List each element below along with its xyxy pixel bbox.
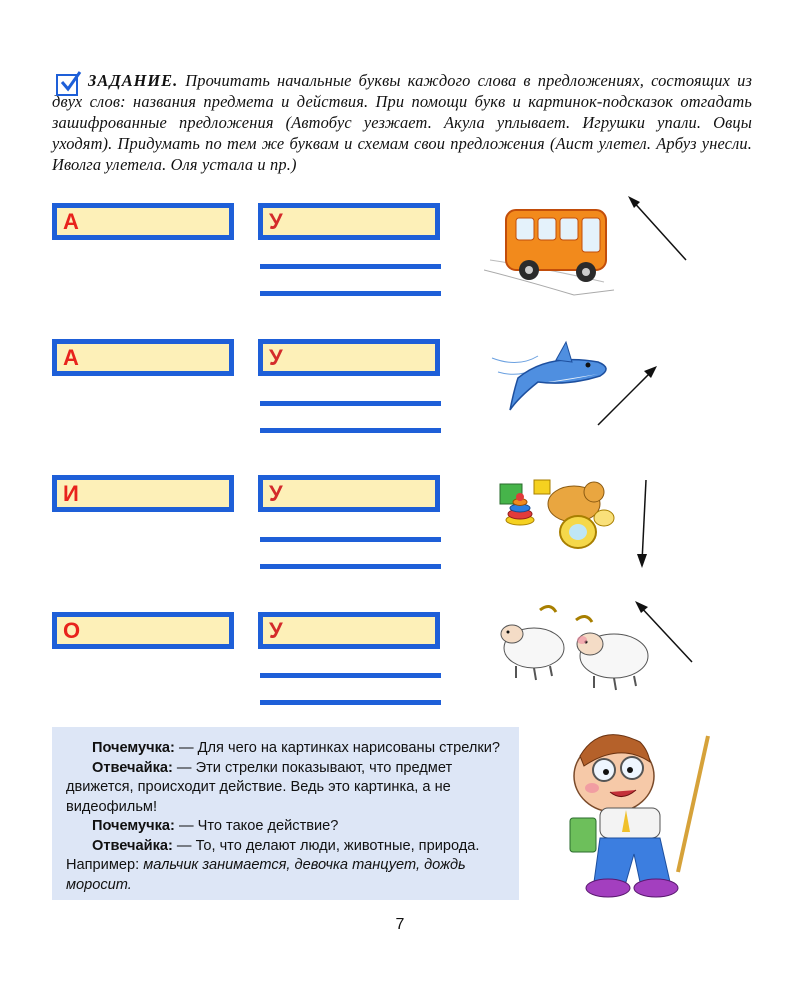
arrow-up-right-icon xyxy=(594,363,660,429)
answer-line[interactable] xyxy=(260,564,441,569)
answer-line[interactable] xyxy=(260,291,441,296)
answer-line[interactable] xyxy=(260,537,441,542)
dialog-speaker: Отвечайка: xyxy=(92,837,173,854)
dialog-line xyxy=(66,817,505,837)
boy-with-pointer-icon xyxy=(560,722,720,900)
answer-line[interactable] xyxy=(260,401,441,406)
task-text xyxy=(52,70,752,175)
task-label: ЗАДАНИЕ. xyxy=(88,71,179,90)
first-letter: О xyxy=(63,618,81,643)
answer-line[interactable] xyxy=(260,264,441,269)
arrow-up-left-icon xyxy=(630,598,696,666)
first-letter: И xyxy=(63,481,79,506)
second-letter: У xyxy=(269,481,283,506)
answer-line[interactable] xyxy=(260,673,441,678)
dialog-text: — То, что делают люди, животные, природа. Например: xyxy=(66,837,480,873)
answer-line[interactable] xyxy=(260,700,441,705)
answer-line[interactable] xyxy=(260,428,441,433)
second-letter: У xyxy=(269,345,283,370)
second-letter-box[interactable] xyxy=(258,612,440,649)
first-letter-box[interactable] xyxy=(52,475,234,512)
dialog-speaker: Почемучка: xyxy=(92,818,175,834)
first-letter-box[interactable] xyxy=(52,612,234,649)
arrow-up-left-icon xyxy=(622,192,692,264)
dialog-text: — Для чего на картинках нарисованы стрелки? xyxy=(174,740,501,756)
dialog-line xyxy=(66,837,505,896)
page-number: 7 xyxy=(395,916,405,933)
dialog-text: — Что такое действие? xyxy=(174,818,339,834)
dialog-speaker: Отвечайка: xyxy=(92,759,173,776)
arrow-down-icon xyxy=(634,478,654,570)
first-letter: А xyxy=(63,345,79,370)
task-block xyxy=(52,70,752,175)
second-letter-box[interactable] xyxy=(258,475,440,512)
dialog-example: мальчик занимается, девочка танцует, дождь моросит. xyxy=(66,857,466,893)
dialog-text: — Эти стрелки показывают, что предмет движется, происходит действие. Ведь это картинка, а не видеофильм! xyxy=(66,759,453,815)
task-body: Прочитать начальные буквы каждого слова в предложениях, состоящих из двух слов: названия предмета и действия. При помощи букв и картинок-подсказок отгадать зашифрованные предложения (Автобус уезжает. Акула уплывает. Игрушки упали. Овцы уходят). Придумать по тем же буквам и схемам свои предложения (Аист улетел. Арбуз унесли. Иволга улетела. Оля устала и пр.) xyxy=(52,71,752,174)
first-letter: А xyxy=(63,209,79,234)
second-letter: У xyxy=(269,209,283,234)
checkbox-icon xyxy=(56,74,78,96)
second-letter: У xyxy=(269,618,283,643)
second-letter-box[interactable] xyxy=(258,203,440,240)
dialog-line xyxy=(66,739,505,759)
first-letter-box[interactable] xyxy=(52,339,234,376)
first-letter-box[interactable] xyxy=(52,203,234,240)
dialog-line xyxy=(66,759,505,818)
second-letter-box[interactable] xyxy=(258,339,440,376)
bus-icon xyxy=(484,200,634,300)
toys-icon xyxy=(494,474,620,558)
dialog-box xyxy=(52,727,519,900)
dialog-speaker: Почемучка: xyxy=(92,740,175,756)
